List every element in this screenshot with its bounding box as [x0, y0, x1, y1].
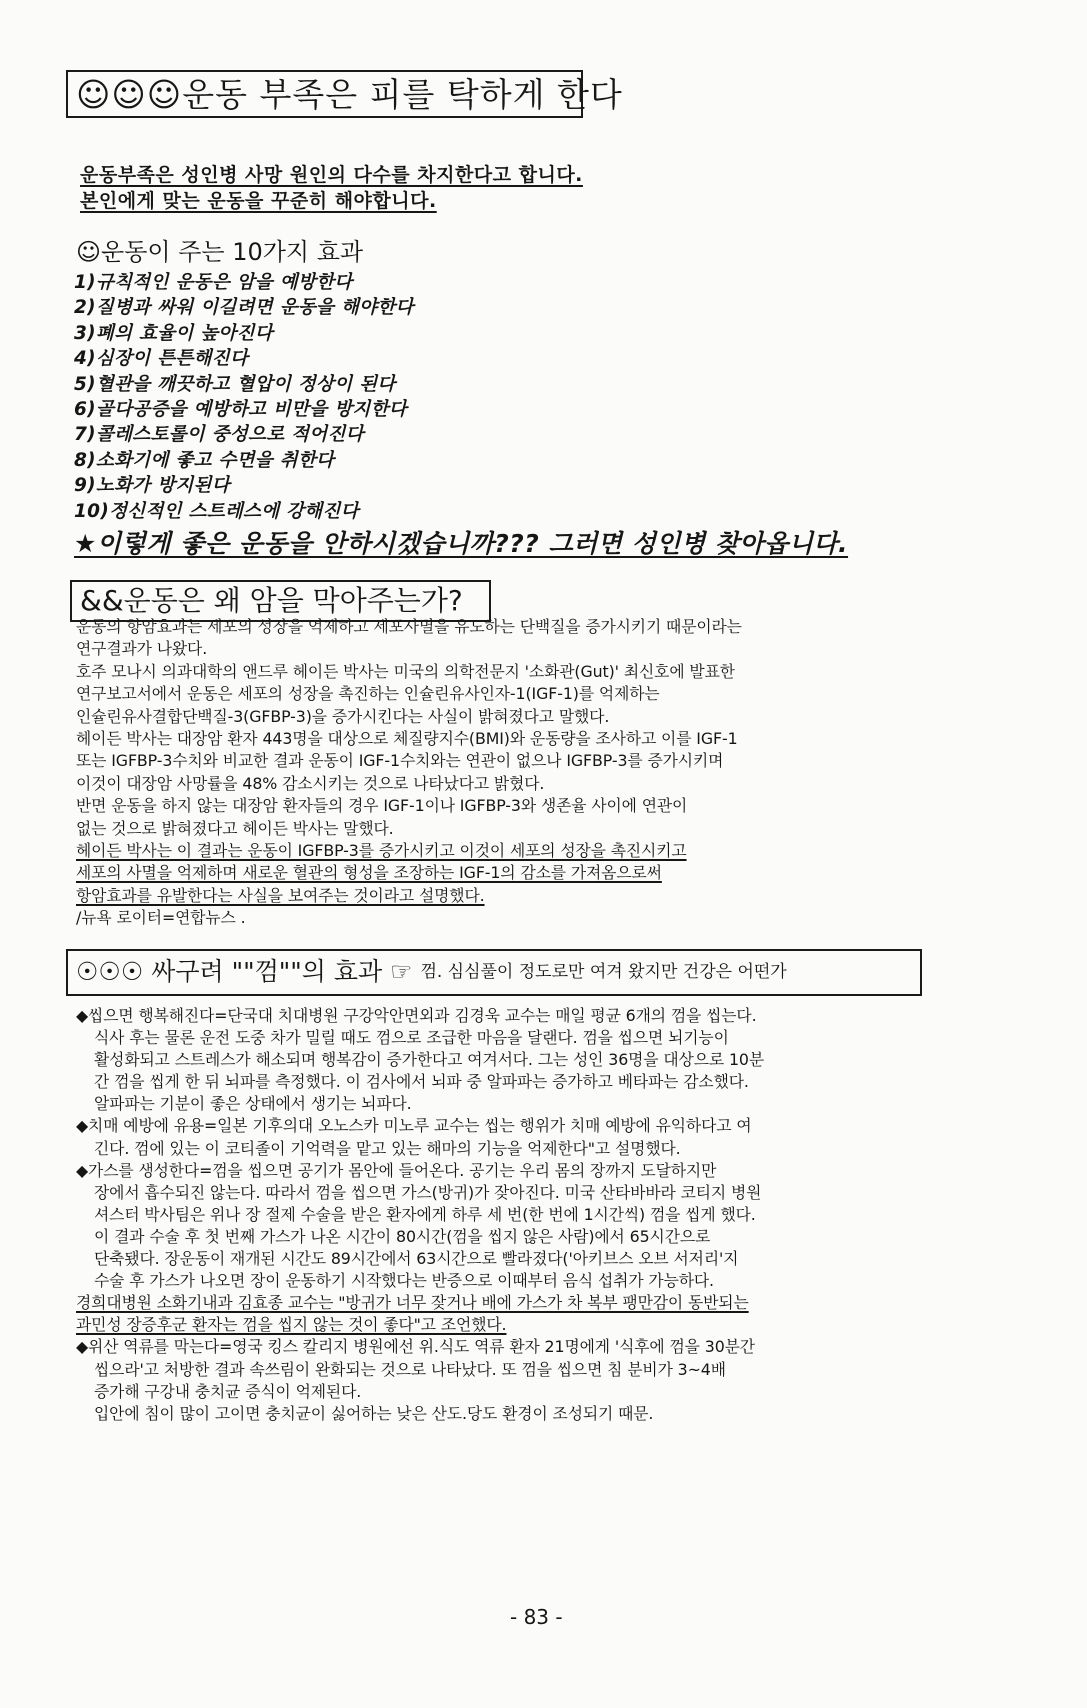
article-line: 이것이 대장암 사망률을 48% 감소시키는 것으로 나타났다고 밝혔다.	[76, 773, 545, 793]
article-line: 운동의 항암효과는 세포의 성장을 억제하고 세포사멸을 유도하는 단백질을 증가시키기 때문이라는	[76, 617, 742, 636]
article-line: ◆위산 역류를 막는다=영국 킹스 칼리지 병원에선 위.식도 역류 환자 21명에게 '식후에 껌을 30분간	[76, 1337, 755, 1357]
article-line: 셔스터 박사팀은 위나 장 절제 수술을 받은 환자에게 하루 세 번(한 번에 1시간씩) 껌을 씹게 했다.	[94, 1204, 756, 1224]
article-line: ◆가스를 생성한다=껌을 씹으면 공기가 몸안에 들어온다. 공기는 우리 몸의 장까지 도달하지만	[76, 1160, 717, 1180]
article-line: ◆치매 예방에 유용=일본 기후의대 오노스카 미노루 교수는 씹는 행위가 치매 예방에 유익하다고 여	[76, 1116, 752, 1136]
list-item: 5)혈관을 깨끗하고 혈압이 정상이 된다	[74, 373, 396, 395]
effects-heading: ☺운동이 주는 10가지 효과	[76, 238, 364, 266]
list-item: 3)폐의 효율이 높아진다	[74, 322, 273, 344]
article-line: 연구결과가 나왔다.	[76, 639, 208, 659]
intro-line-1: 운동부족은 성인병 사망 원인의 다수를 차지한다고 합니다.	[80, 164, 583, 186]
effects-list	[74, 268, 414, 522]
article-line: 과민성 장증후군 환자는 껌을 씹지 않는 것이 좋다"고 조언했다.	[76, 1315, 507, 1335]
closing-line: ★이렇게 좋은 운동을 안하시겠습니까??? 그러면 성인병 찾아옵니다.	[74, 529, 849, 558]
article-line: 헤이든 박사는 대장암 환자 443명을 대상으로 체질량지수(BMI)와 운동량을 조사하고 이를 IGF-1	[76, 728, 738, 748]
section3-title	[66, 949, 922, 996]
article-line: 또는 IGFBP-3수치와 비교한 결과 운동이 IGF-1수치와는 연관이 없으나 IGFBP-3를 증가시키며	[76, 751, 724, 771]
article-source: /뉴욕 로이터=연합뉴스 .	[76, 908, 246, 928]
article-line: 연구보고서에서 운동은 세포의 성장을 촉진하는 인슐린유사인자-1(IGF-1)를 억제하는	[76, 684, 660, 704]
article-line: 헤이든 박사는 이 결과는 운동이 IGFBP-3를 증가시키고 이것이 세포의 성장을 촉진시키고	[76, 840, 687, 860]
article-line: 증가해 구강내 충치균 증식이 억제된다.	[94, 1381, 362, 1401]
list-item: 10)정신적인 스트레스에 강해진다	[74, 500, 359, 522]
article-line: 세포의 사멸을 억제하며 새로운 혈관의 형성을 조장하는 IGF-1의 감소를 가져옴으로써	[76, 863, 662, 883]
page-number: - 83 -	[510, 1605, 563, 1629]
cancer-article	[76, 616, 742, 929]
article-line: 긴다. 껌에 있는 이 코티졸이 기억력을 맡고 있는 해마의 기능을 억제한다"고 설명했다.	[94, 1138, 681, 1158]
intro-line-2: 본인에게 맞는 운동을 꾸준히 해야합니다.	[80, 190, 437, 212]
article-line: 간 껌을 씹게 한 뒤 뇌파를 측정했다. 이 검사에서 뇌파 중 알파파는 증가하고 베타파는 감소했다.	[94, 1072, 749, 1092]
article-line: 경희대병원 소화기내과 김효종 교수는 "방귀가 너무 잦거나 배에 가스가 차 복부 팽만감이 동반되는	[76, 1293, 749, 1313]
article-line: 알파파는 기분이 좋은 상태에서 생기는 뇌파다.	[94, 1094, 412, 1114]
list-item: 2)질병과 싸워 이길려면 운동을 해야한다	[74, 297, 414, 319]
article-line: 인슐린유사결합단백질-3(GFBP-3)을 증가시킨다는 사실이 밝혀졌다고 말했다.	[76, 706, 610, 726]
article-line: 단축됐다. 장운동이 재개된 시간도 89시간에서 63시간으로 빨라졌다('아키브스 오브 서저리'지	[94, 1249, 739, 1269]
article-line: 활성화되고 스트레스가 해소되며 행복감이 증가한다고 여겨서다. 그는 성인 36명을 대상으로 10분	[94, 1050, 765, 1070]
gum-article	[76, 1005, 764, 1425]
article-line: 씹으라'고 처방한 결과 속쓰림이 완화되는 것으로 나타났다. 또 껌을 씹으면 침 분비가 3~4배	[94, 1359, 726, 1379]
list-item: 9)노화가 방지된다	[74, 475, 230, 497]
list-item: 1)규칙적인 운동은 암을 예방한다	[74, 272, 353, 293]
list-item: 7)콜레스토롤이 중성으로 적어진다	[74, 424, 364, 446]
list-item: 8)소화기에 좋고 수면을 취한다	[74, 449, 335, 471]
section2-title: &&운동은 왜 암을 막아주는가?	[70, 580, 491, 622]
list-item: 6)골다공증을 예방하고 비만을 방지한다	[74, 398, 407, 420]
list-item: 4)심장이 튼튼해진다	[74, 348, 249, 370]
article-line: 이 결과 수술 후 첫 번째 가스가 나온 시간이 80시간(껌을 씹지 않은 사람)에서 65시간으로	[94, 1226, 711, 1246]
article-line: 항암효과를 유발한다는 사실을 보여주는 것이라고 설명했다.	[76, 885, 485, 905]
article-line: 반면 운동을 하지 않는 대장암 환자들의 경우 IGF-1이나 IGFBP-3와 생존율 사이에 연관이	[76, 796, 688, 816]
section3-title-main: ☉☉☉ 싸구려 ""껌""의 효과 ☞	[76, 957, 413, 986]
article-line: 수술 후 가스가 나오면 장이 운동하기 시작했다는 반증으로 이때부터 음식 섭취가 가능하다.	[94, 1271, 714, 1291]
article-line: 입안에 침이 많이 고이면 충치균이 싫어하는 낮은 산도.당도 환경이 조성되기 때문.	[94, 1403, 654, 1423]
article-line: 호주 모나시 의과대학의 앤드루 헤이든 박사는 미국의 의학전문지 '소화관(Gut)' 최신호에 발표한	[76, 661, 735, 681]
section1-title: ☺☺☺운동 부족은 피를 탁하게 한다	[66, 70, 583, 118]
article-line: 없는 것으로 밝혀졌다고 헤이든 박사는 말했다.	[76, 818, 394, 838]
article-line: ◆씹으면 행복해진다=단국대 치대병원 구강악안면외과 김경욱 교수는 매일 평균 6개의 껌을 씹는다.	[76, 1006, 757, 1025]
article-line: 식사 후는 물론 운전 도중 차가 밀릴 때도 껌으로 조급한 마음을 달랜다. 껌을 씹으면 뇌기능이	[94, 1028, 729, 1048]
article-line: 장에서 흡수되진 않는다. 따라서 껌을 씹으면 가스(방귀)가 잦아진다. 미국 산타바바라 코티지 병원	[94, 1182, 762, 1202]
section3-title-tail: 껌. 심심풀이 정도로만 여겨 왔지만 건강은 어떤가	[420, 962, 787, 982]
